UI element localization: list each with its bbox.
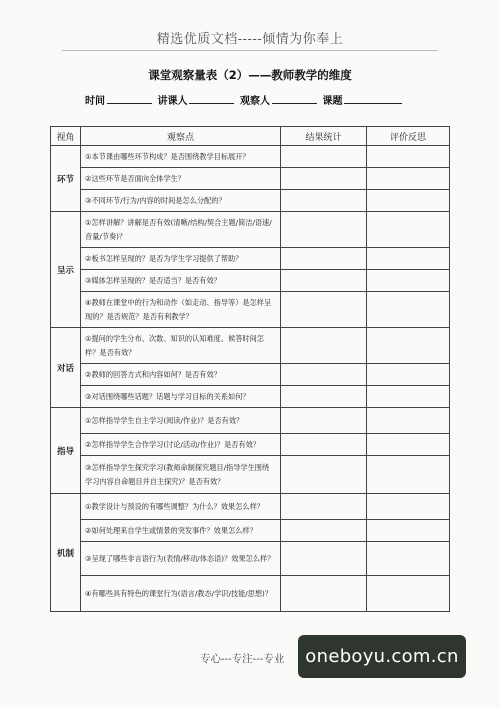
dimension-cell: 机制 xyxy=(51,494,81,612)
dimension-cell: 环节 xyxy=(51,146,81,212)
result-cell[interactable] xyxy=(281,494,367,520)
observation-point-cell: ②怎样指导学生合作学习(讨论/活动/作业)？是否有效？ xyxy=(81,434,281,456)
evaluation-cell[interactable] xyxy=(367,408,450,434)
table-row xyxy=(51,434,450,456)
table-row xyxy=(51,190,450,212)
lecturer-blank-line xyxy=(189,95,234,104)
evaluation-cell[interactable] xyxy=(367,434,450,456)
evaluation-cell[interactable] xyxy=(367,364,450,386)
table-row xyxy=(51,494,450,520)
table-row xyxy=(51,248,450,270)
column-header: 观察点 xyxy=(81,127,281,146)
dimension-cell: 指导 xyxy=(51,408,81,494)
table-row xyxy=(51,520,450,542)
observation-point-cell: ②如何处理来自学生或情景的突发事件？效果怎么样？ xyxy=(81,520,281,542)
dimension-cell: 对话 xyxy=(51,328,81,408)
topic-blank-line xyxy=(344,95,402,104)
evaluation-cell[interactable] xyxy=(367,212,450,248)
observer-blank-line xyxy=(272,95,317,104)
observation-point-cell: ④有哪些具有特色的课堂行为(语言/教态/学识/技能/思想)？ xyxy=(81,576,281,612)
observation-point-cell: ①提问的学生分布、次数、知识的认知难度、候答时间怎样？是否有效？ xyxy=(81,328,281,364)
observation-point-cell: ①教学设计与预设的有哪些调整？为什么？效果怎么样？ xyxy=(81,494,281,520)
header-banner: 精选优质文档-----倾情为你奉上 xyxy=(156,32,344,47)
observation-point-cell: ①怎样指导学生自主学习(阅读/作业)？是否有效？ xyxy=(81,408,281,434)
document-title: 课堂观察量表（2）——教师教学的维度 xyxy=(148,68,352,82)
time-blank-line xyxy=(107,95,152,104)
observation-point-cell: ③呈现了哪些非言语行为(表情/移动/体态语)？效果怎么样？ xyxy=(81,542,281,576)
evaluation-cell[interactable] xyxy=(367,494,450,520)
meta-field-label: 讲课人 xyxy=(157,96,188,107)
table-row xyxy=(51,212,450,248)
result-cell[interactable] xyxy=(281,292,367,328)
observation-table xyxy=(50,126,450,612)
evaluation-cell[interactable] xyxy=(367,248,450,270)
result-cell[interactable] xyxy=(281,248,367,270)
observation-point-cell: ②这些环节是否面向全体学生？ xyxy=(81,168,281,190)
observation-point-cell: ③媒体怎样呈现的？是否适当？是否有效？ xyxy=(81,270,281,292)
observation-point-cell: ④教师在课堂中的行为和动作（如走动、指导等）是怎样呈现的？是否规范？是否有利教学？ xyxy=(81,292,281,328)
result-cell[interactable] xyxy=(281,576,367,612)
observation-point-cell: ②教师的回答方式和内容如何？是否有效？ xyxy=(81,364,281,386)
table-row xyxy=(51,146,450,168)
observation-point-cell: ②板书怎样呈现的？是否为学生学习提供了帮助？ xyxy=(81,248,281,270)
table-row xyxy=(51,386,450,408)
evaluation-cell[interactable] xyxy=(367,542,450,576)
result-cell[interactable] xyxy=(281,212,367,248)
table-row xyxy=(51,168,450,190)
result-cell[interactable] xyxy=(281,168,367,190)
column-header: 结果统计 xyxy=(281,127,367,146)
evaluation-cell[interactable] xyxy=(367,386,450,408)
table-row xyxy=(51,364,450,386)
column-header: 视角 xyxy=(51,127,81,146)
result-cell[interactable] xyxy=(281,542,367,576)
observation-point-cell: ③对话围绕哪些话题？话题与学习目标的关系如何？ xyxy=(81,386,281,408)
result-cell[interactable] xyxy=(281,434,367,456)
table-row xyxy=(51,576,450,612)
result-cell[interactable] xyxy=(281,520,367,542)
evaluation-cell[interactable] xyxy=(367,168,450,190)
evaluation-cell[interactable] xyxy=(367,520,450,542)
result-cell[interactable] xyxy=(281,328,367,364)
header-divider xyxy=(62,50,438,51)
evaluation-cell[interactable] xyxy=(367,270,450,292)
result-cell[interactable] xyxy=(281,408,367,434)
table-header-row xyxy=(51,127,450,146)
meta-fields-row xyxy=(85,92,425,107)
table-row xyxy=(51,292,450,328)
evaluation-cell[interactable] xyxy=(367,456,450,494)
table-row xyxy=(51,542,450,576)
dimension-cell: 呈示 xyxy=(51,212,81,328)
evaluation-cell[interactable] xyxy=(367,576,450,612)
meta-field-label: 观察人 xyxy=(239,96,270,107)
table-body xyxy=(51,146,450,612)
observation-point-cell: ③不同环节/行为/内容的时间是怎么分配的？ xyxy=(81,190,281,212)
result-cell[interactable] xyxy=(281,456,367,494)
observation-point-cell: ①怎样讲解？讲解是否有效(清晰/结构/契合主题/简洁/语速/音量/节奏)？ xyxy=(81,212,281,248)
site-watermark: oneboyu.com.cn xyxy=(298,635,466,678)
result-cell[interactable] xyxy=(281,386,367,408)
evaluation-cell[interactable] xyxy=(367,292,450,328)
observation-point-cell: ①本节课由哪些环节构成？是否围绕教学目标展开？ xyxy=(81,146,281,168)
meta-field-label: 时间 xyxy=(85,96,105,107)
observation-point-cell: ③怎样指导学生探究学习(教师命制探究题目/指导学生围绕学习内容自命题目并自主探究)？是否有效？ xyxy=(81,456,281,494)
table-row xyxy=(51,408,450,434)
table-row xyxy=(51,456,450,494)
column-header: 评价反思 xyxy=(367,127,450,146)
evaluation-cell[interactable] xyxy=(367,190,450,212)
evaluation-cell[interactable] xyxy=(367,146,450,168)
footer-text: 专心---专注---专业 xyxy=(200,653,285,665)
table-row xyxy=(51,270,450,292)
result-cell[interactable] xyxy=(281,270,367,292)
meta-field-label: 课题 xyxy=(322,96,343,107)
result-cell[interactable] xyxy=(281,190,367,212)
result-cell[interactable] xyxy=(281,146,367,168)
table-row xyxy=(51,328,450,364)
result-cell[interactable] xyxy=(281,364,367,386)
evaluation-cell[interactable] xyxy=(367,328,450,364)
